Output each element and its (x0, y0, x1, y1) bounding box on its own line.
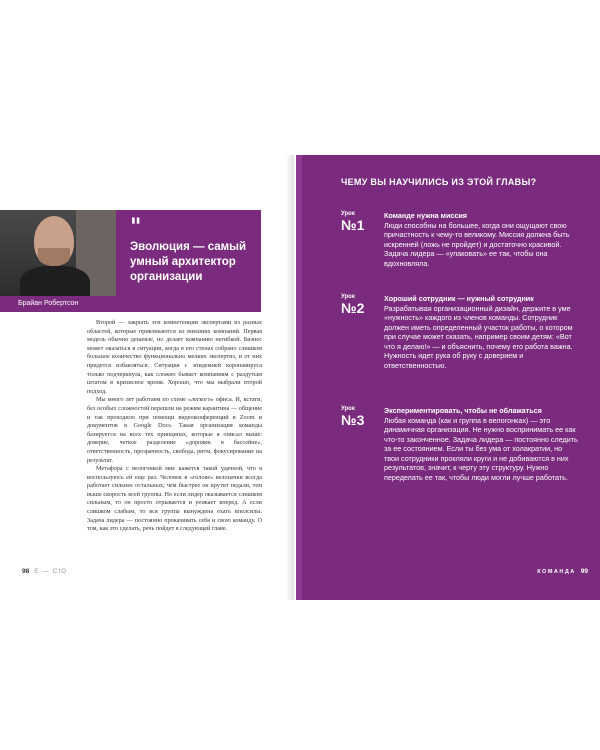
quote-box (116, 210, 261, 312)
lesson-label: Урок (341, 211, 355, 217)
page-number-left (22, 568, 67, 575)
author-photo (0, 210, 116, 296)
paragraph: Метафора с велогонкой мне кажется такой удачной, что я воспользуюсь ей еще раз. Человек в «голове» велопачки всегда работает сильнее остальных; чем быстрее он крутит педали, тем выше скорость всей группы. Но если лидер оказывается слишком сильным, то он просто отрывается и уезжает вперед. А если слишком слабым, то вся группа вынуждена ехать вполсилы. Задача лидера — постоянно прокачивать себя и свою команду. О том, как это сделать, речь пойдет в следующей главе. (87, 465, 262, 533)
book-spread (0, 155, 600, 600)
section-name: КОМАНДА (537, 569, 576, 575)
lesson-number: №3 (341, 412, 365, 428)
right-page (299, 155, 600, 600)
quote-mark-icon: " (130, 214, 142, 240)
lesson-text: Люди способны на большее, когда они ощущают свою причастность к чему-то великому. Миссия должна быть искренней (ложь не пройдет) и достаточно красивой. Задача лидера — «упаковать» ее так, чтобы она вдохновляла. (384, 220, 570, 268)
paragraph: Мы много лет работаем по схеме «легкого» офиса. И, кстати, без особых сложностей перешли на режим карантина — общение и так проходило при помощи видеоконференций в Zoom и документов в Google Docs. Такая организация команды базируется на всех тех принципах, которые я описал выше: доверие, четкое разделение «дорожек в бассейне», ответственность, прозрачность, свобода, ритм, фокусирование на результат. (87, 396, 262, 464)
folio-number: 98 (22, 568, 30, 575)
lesson-label: Урок (341, 406, 355, 412)
lesson-heading: Хороший сотрудник — нужный сотрудник (384, 294, 534, 303)
pull-quote: Эволюция — самый умный архитектор организации (130, 241, 247, 283)
lesson-number: №2 (341, 300, 365, 316)
lesson-heading: Команде нужна миссия (384, 211, 467, 220)
lesson-number: №1 (341, 217, 365, 233)
lesson-heading: Экспериментировать, чтобы не облажаться (384, 406, 542, 415)
paragraph: Второй — закрыть эти компетенции экспертами из разных областей, которые привлекаются из внешних компаний. Первая модель обычно дешевле, но делает компанию негибкой. Бизнес может оказаться в ситуации, когда в его стенах собрано слишком большое количество функционально мелких экспертиз, и от них придется избавляться. Ситуация с эпидемией коронавируса только подчеркнула, как сложно бывает компаниям с раздутым штатом в кризисное время. Хорошо, что мы выбрали второй подход. (87, 319, 262, 395)
summary-title: ЧЕМУ ВЫ НАУЧИЛИСЬ ИЗ ЭТОЙ ГЛАВЫ? (341, 177, 537, 187)
left-page (0, 155, 290, 600)
brand-mark: E — CIO (34, 568, 68, 575)
lesson-label: Урок (341, 294, 355, 300)
body-text (87, 319, 262, 534)
page-number-right (537, 568, 588, 575)
photo-caption: Брайан Робертсон (0, 296, 116, 312)
lesson-text: Разрабатывая организационный дизайн, держите в уме «нужность» каждого из членов команды. Сотрудник должен иметь определенный участок работы, о котором при случае может сказать, например своим детям: «Вот что я делаю!» — и объяснить, почему его работа важна. Нужность идет рука об руку с доверием и ответственностью. (384, 303, 573, 370)
lesson-text: Любая команда (как и группа в велогонках) — это динамичная организация. Не нужно воспринимать ее как что-то законченное. Задача лидера — постоянно следить за ее состоянием. Если ты без ума от холакратии, но твои сотрудники прокляли круги и не добиваются в них результатов, значит, к черту эту структуру. Нужно переделать ее так, чтобы люди могли лучше работать. (384, 415, 578, 482)
folio-number: 99 (580, 568, 588, 575)
gutter-shadow (286, 155, 294, 600)
